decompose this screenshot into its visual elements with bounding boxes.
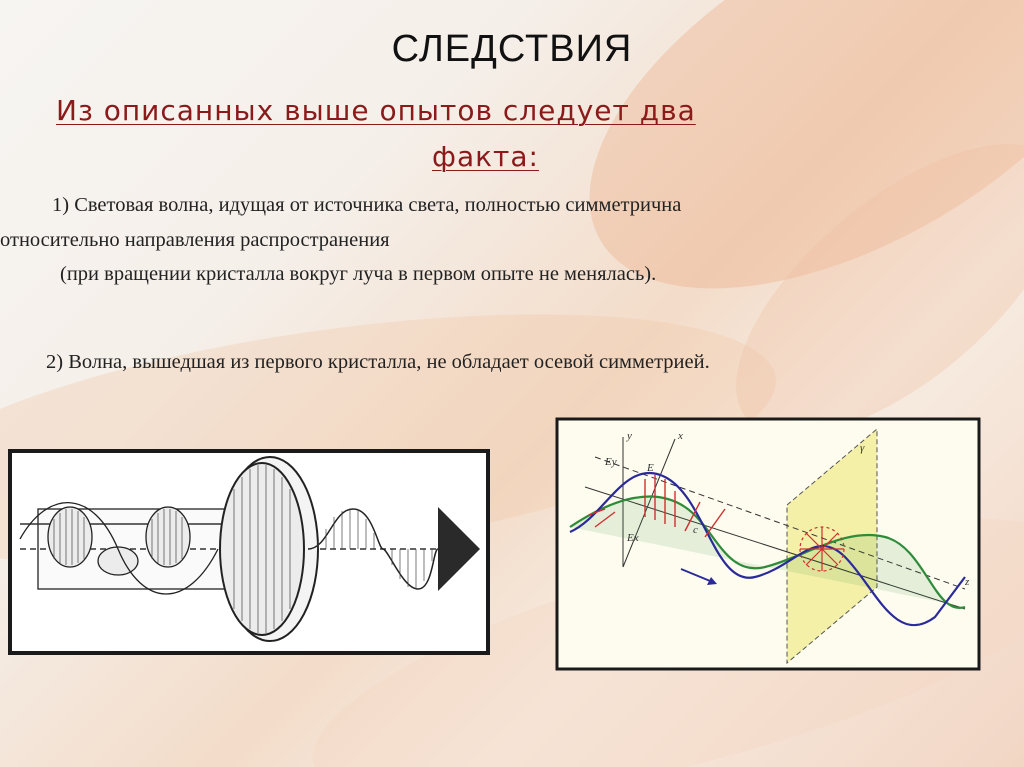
fact-1-line-2: относительно направления распространения	[0, 229, 390, 251]
subtitle-line-2: факта:	[432, 140, 539, 173]
label-ey: Ey	[605, 456, 617, 468]
label-y: y	[627, 430, 632, 442]
crystal-wave-figure	[8, 449, 490, 655]
label-c: c	[693, 524, 698, 536]
polarization-vectors	[800, 527, 844, 571]
fact-1-line-3: (при вращении кристалла вокруг луча в первом опыте не менялась).	[60, 263, 657, 285]
slide-title: СЛЕДСТВИЯ	[391, 28, 633, 70]
label-e: E	[647, 462, 654, 474]
label-z: z	[965, 576, 970, 588]
em-wave-figure	[555, 417, 981, 671]
label-gamma: γ	[860, 442, 865, 454]
label-x: x	[678, 430, 683, 442]
fact-2: 2) Волна, вышедшая из первого кристалла, не обладает осевой симметрией.	[46, 351, 710, 373]
fact-1-line-1: 1) Световая волна, идущая от источника света, полностью симметрична	[52, 194, 682, 216]
subtitle-line-1: Из описанных выше опытов следует два	[56, 94, 696, 127]
label-ex: Ex	[627, 532, 639, 544]
